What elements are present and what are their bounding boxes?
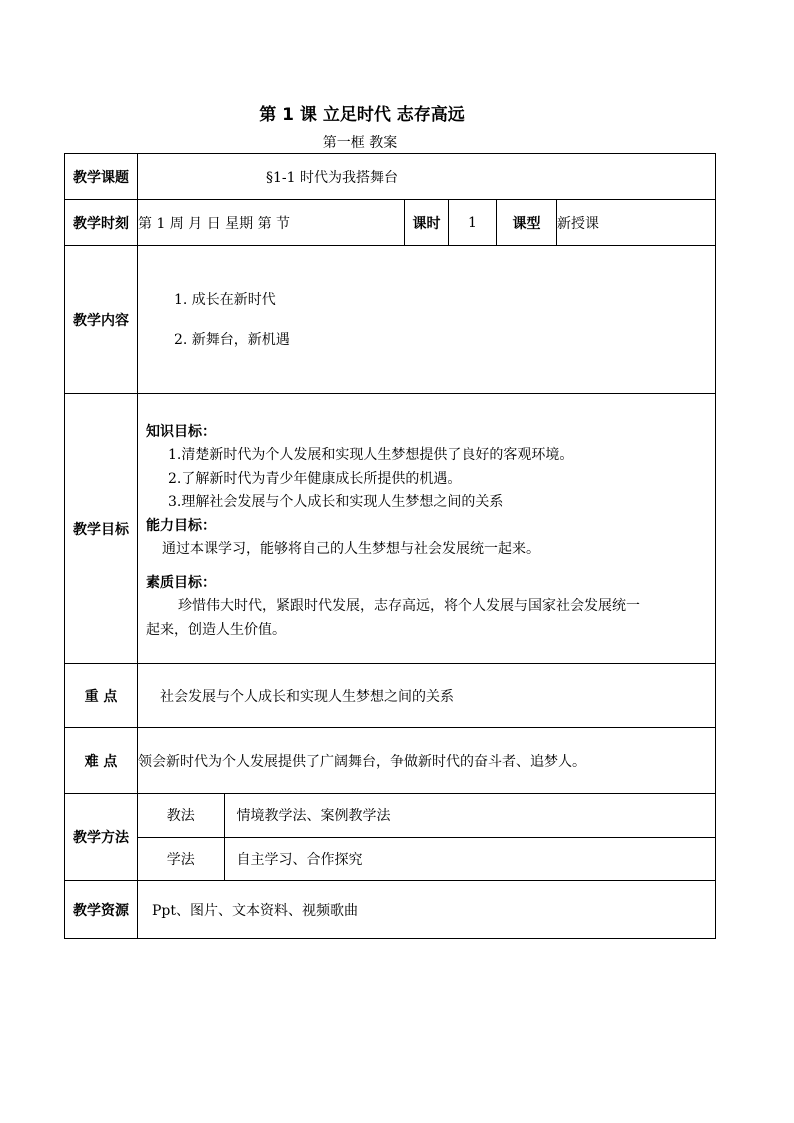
ability-heading: 能力目标： [146,517,216,534]
difficulty-value: 领会新时代为个人发展提供了广阔舞台，争做新时代的奋斗者、追梦人。 [138,728,716,794]
goals-cell [138,394,716,664]
hours-value: 1 [449,200,497,246]
key-point-label: 重 点 [65,664,138,728]
goals-content [138,415,715,643]
row-goals [65,394,716,664]
topic-value: §1-1 时代为我搭舞台 [138,154,716,200]
key-point-value: 社会发展与个人成长和实现人生梦想之间的关系 [138,664,716,728]
schedule-value: 第 1 周 月 日 星期 第 节 [138,200,405,246]
content-item: 2. 新舞台，新机遇 [174,331,290,348]
lesson-plan-table [64,153,716,939]
document-subtitle: 第一框 教案 [322,135,398,151]
knowledge-item: 1.清楚新时代为个人发展和实现人生梦想提供了良好的客观环境。 [168,447,574,464]
methods-cell [138,794,716,881]
row-key-point [65,664,716,728]
row-methods [65,794,716,881]
content-list [138,280,715,360]
row-resources [65,881,716,939]
teaching-method-label: 教法 [138,794,224,837]
knowledge-heading: 知识目标： [146,423,216,440]
resources-label: 教学资源 [65,881,138,939]
quality-text-line2: 起来，创造人生价值。 [146,621,286,638]
content-item: 1. 成长在新时代 [174,291,276,308]
goals-label: 教学目标 [65,394,138,664]
row-content [65,246,716,394]
content-label: 教学内容 [65,246,138,394]
knowledge-item: 3.理解社会发展与个人成长和实现人生梦想之间的关系 [168,494,504,511]
topic-label: 教学课题 [65,154,138,200]
methods-label: 教学方法 [65,794,138,881]
teaching-method-value: 情境教学法、案例教学法 [236,808,391,825]
schedule-label: 教学时刻 [65,200,138,246]
row-schedule [65,200,716,246]
knowledge-item: 2.了解新时代为青少年健康成长所提供的机遇。 [168,470,462,487]
methods-subtable [138,794,715,880]
learning-method-label: 学法 [138,837,224,880]
hours-label: 课时 [405,200,449,246]
resources-value: Ppt、图片、文本资料、视频歌曲 [138,881,716,939]
quality-text-line1: 珍惜伟大时代，紧跟时代发展，志存高远，将个人发展与国家社会发展统一 [178,598,640,615]
difficulty-label: 难 点 [65,728,138,794]
type-label: 课型 [497,200,557,246]
learning-method-value: 自主学习、合作探究 [224,837,715,880]
ability-text: 通过本课学习，能够将自己的人生梦想与社会发展统一起来。 [162,541,540,558]
document-title: 第 1 课 立足时代 志存高远 [259,105,465,125]
type-value: 新授课 [557,200,716,246]
quality-heading: 素质目标： [146,574,216,591]
row-difficulty [65,728,716,794]
row-topic [65,154,716,200]
content-cell [138,246,716,394]
